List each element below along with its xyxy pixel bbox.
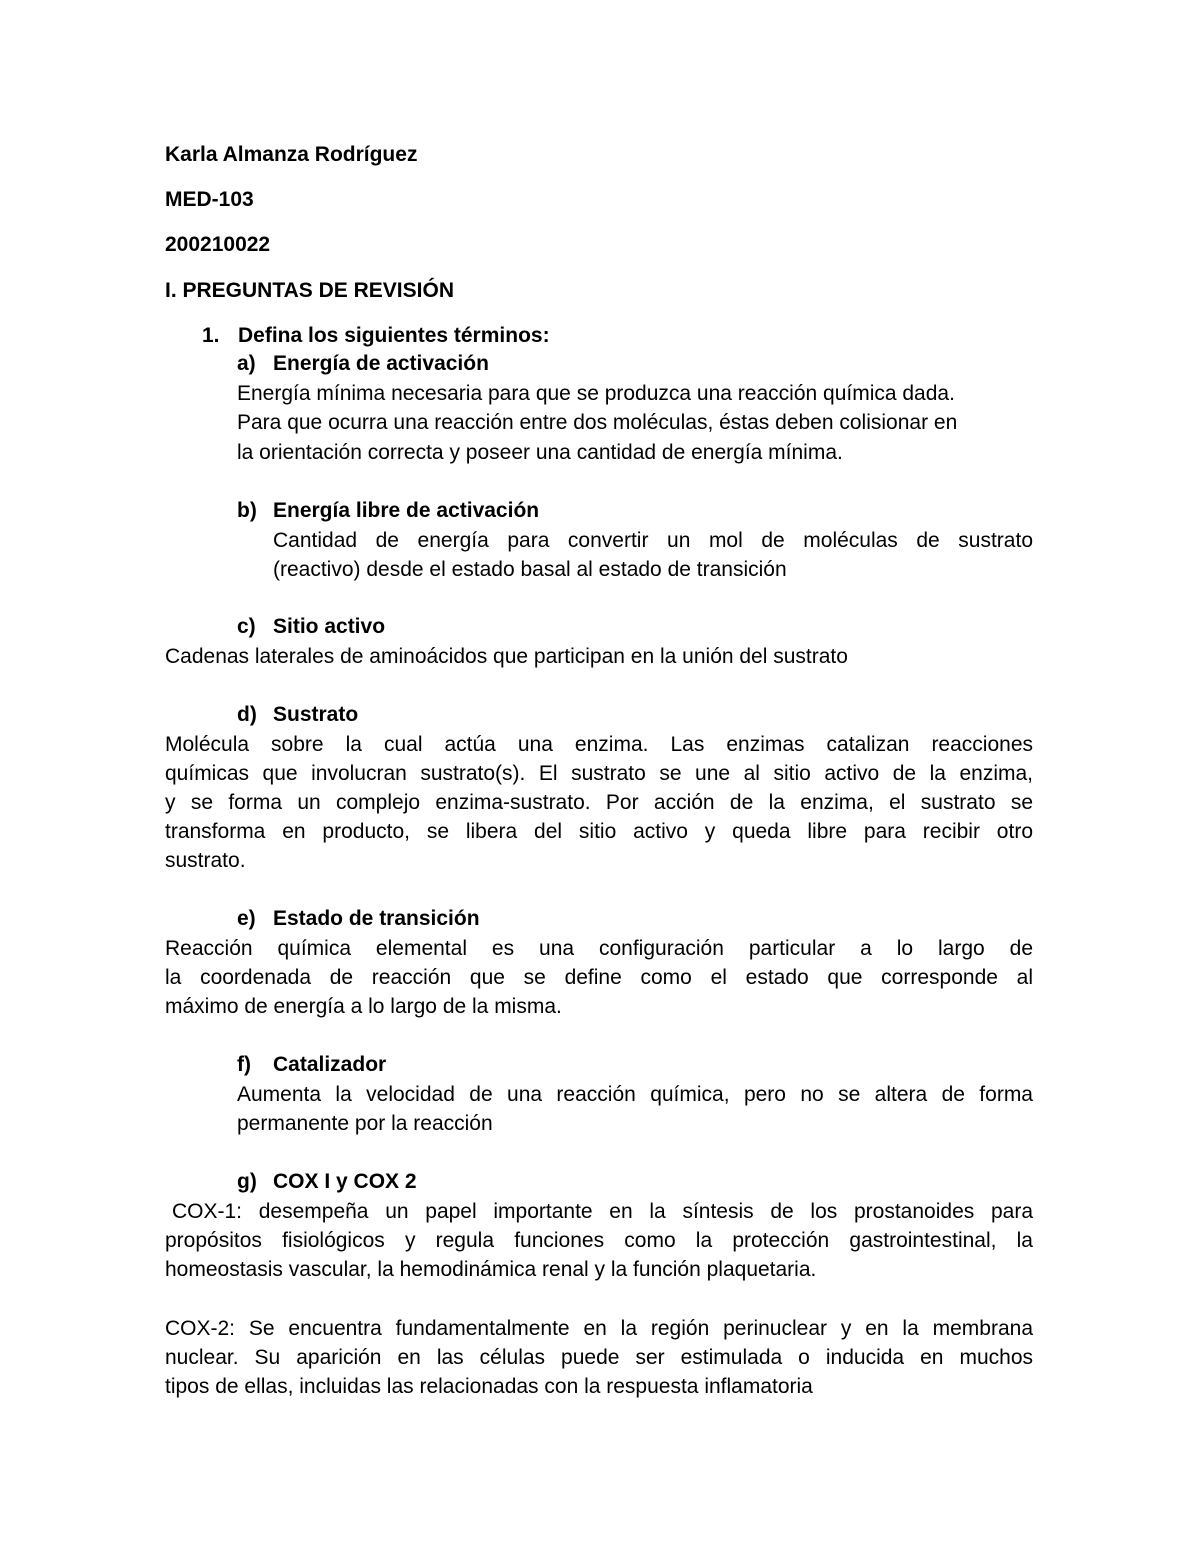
item-c-line: Cadenas laterales de aminoácidos que participan en la unión del sustrato	[165, 645, 848, 668]
item-d-line: sustrato.	[165, 849, 246, 872]
item-e-line: Reacción química elemental es una configuración particular a lo largo de	[165, 937, 1033, 960]
item-a-line: Energía mínima necesaria para que se produzca una reacción química dada.	[237, 382, 955, 405]
question-1	[202, 322, 550, 350]
item-c-heading	[237, 613, 385, 641]
item-b-label: b)	[237, 499, 257, 522]
item-a-term: Energía de activación	[273, 352, 489, 375]
cox2-line: tipos de ellas, incluidas las relacionadas con la respuesta inflamatoria	[165, 1375, 813, 1398]
item-a-line: la orientación correcta y poseer una cantidad de energía mínima.	[237, 441, 843, 464]
item-f-line: Aumenta la velocidad de una reacción química, pero no se altera de forma	[237, 1083, 1033, 1106]
section-title: I. PREGUNTAS DE REVISIÓN	[165, 279, 454, 302]
item-d-line: químicas que involucran sustrato(s). El sustrato se une al sitio activo de la enzima,	[165, 762, 1033, 785]
course-code: MED-103	[165, 188, 254, 211]
item-d-heading	[237, 701, 358, 729]
item-b-term: Energía libre de activación	[273, 499, 540, 522]
item-d-term: Sustrato	[273, 703, 359, 726]
item-d-line: Molécula sobre la cual actúa una enzima. Las enzimas catalizan reacciones	[165, 733, 1033, 756]
cox1-line: propósitos fisiológicos y regula funciones como la protección gastrointestinal, la	[165, 1229, 1033, 1252]
item-e-line: la coordenada de reacción que se define como el estado que corresponde al	[165, 966, 1033, 989]
item-f-term: Catalizador	[273, 1053, 387, 1076]
item-b-line: Cantidad de energía para convertir un mol de moléculas de sustrato	[273, 529, 1033, 552]
item-g-heading	[237, 1168, 417, 1196]
item-e-heading	[237, 905, 480, 933]
item-c-term: Sitio activo	[273, 615, 386, 638]
item-c-label: c)	[237, 615, 256, 638]
cox2-line: nuclear. Su aparición en las células puede ser estimulada o inducida en muchos	[165, 1346, 1033, 1369]
item-f-label: f)	[237, 1053, 251, 1076]
item-a-line: Para que ocurra una reacción entre dos moléculas, éstas deben colisionar en	[237, 411, 958, 434]
item-e-label: e)	[237, 907, 256, 930]
item-g-label: g)	[237, 1170, 257, 1193]
item-b-line: (reactivo) desde el estado basal al estado de transición	[273, 558, 787, 581]
item-f-heading	[237, 1051, 386, 1079]
item-d-label: d)	[237, 703, 257, 726]
item-e-line: máximo de energía a lo largo de la misma.	[165, 995, 562, 1018]
item-e-term: Estado de transición	[273, 907, 480, 930]
item-d-line: y se forma un complejo enzima-sustrato. Por acción de la enzima, el sustrato se	[165, 791, 1033, 814]
author-name: Karla Almanza Rodríguez	[165, 143, 418, 166]
question-text: Defina los siguientes términos:	[238, 324, 550, 347]
student-id: 200210022	[165, 233, 271, 256]
item-a-label: a)	[237, 352, 256, 375]
cox1-line: COX-1: desempeña un papel importante en la síntesis de los prostanoides para	[172, 1200, 1033, 1223]
item-b-heading	[237, 497, 539, 525]
item-d-line: transforma en producto, se libera del sitio activo y queda libre para recibir otro	[165, 820, 1033, 843]
cox2-line: COX-2: Se encuentra fundamentalmente en la región perinuclear y en la membrana	[165, 1317, 1033, 1340]
item-f-line: permanente por la reacción	[237, 1112, 493, 1135]
item-a-heading	[237, 350, 489, 378]
item-g-term: COX I y COX 2	[273, 1170, 417, 1193]
question-number: 1.	[202, 324, 220, 347]
cox1-line: homeostasis vascular, la hemodinámica renal y la función plaquetaria.	[165, 1258, 817, 1281]
